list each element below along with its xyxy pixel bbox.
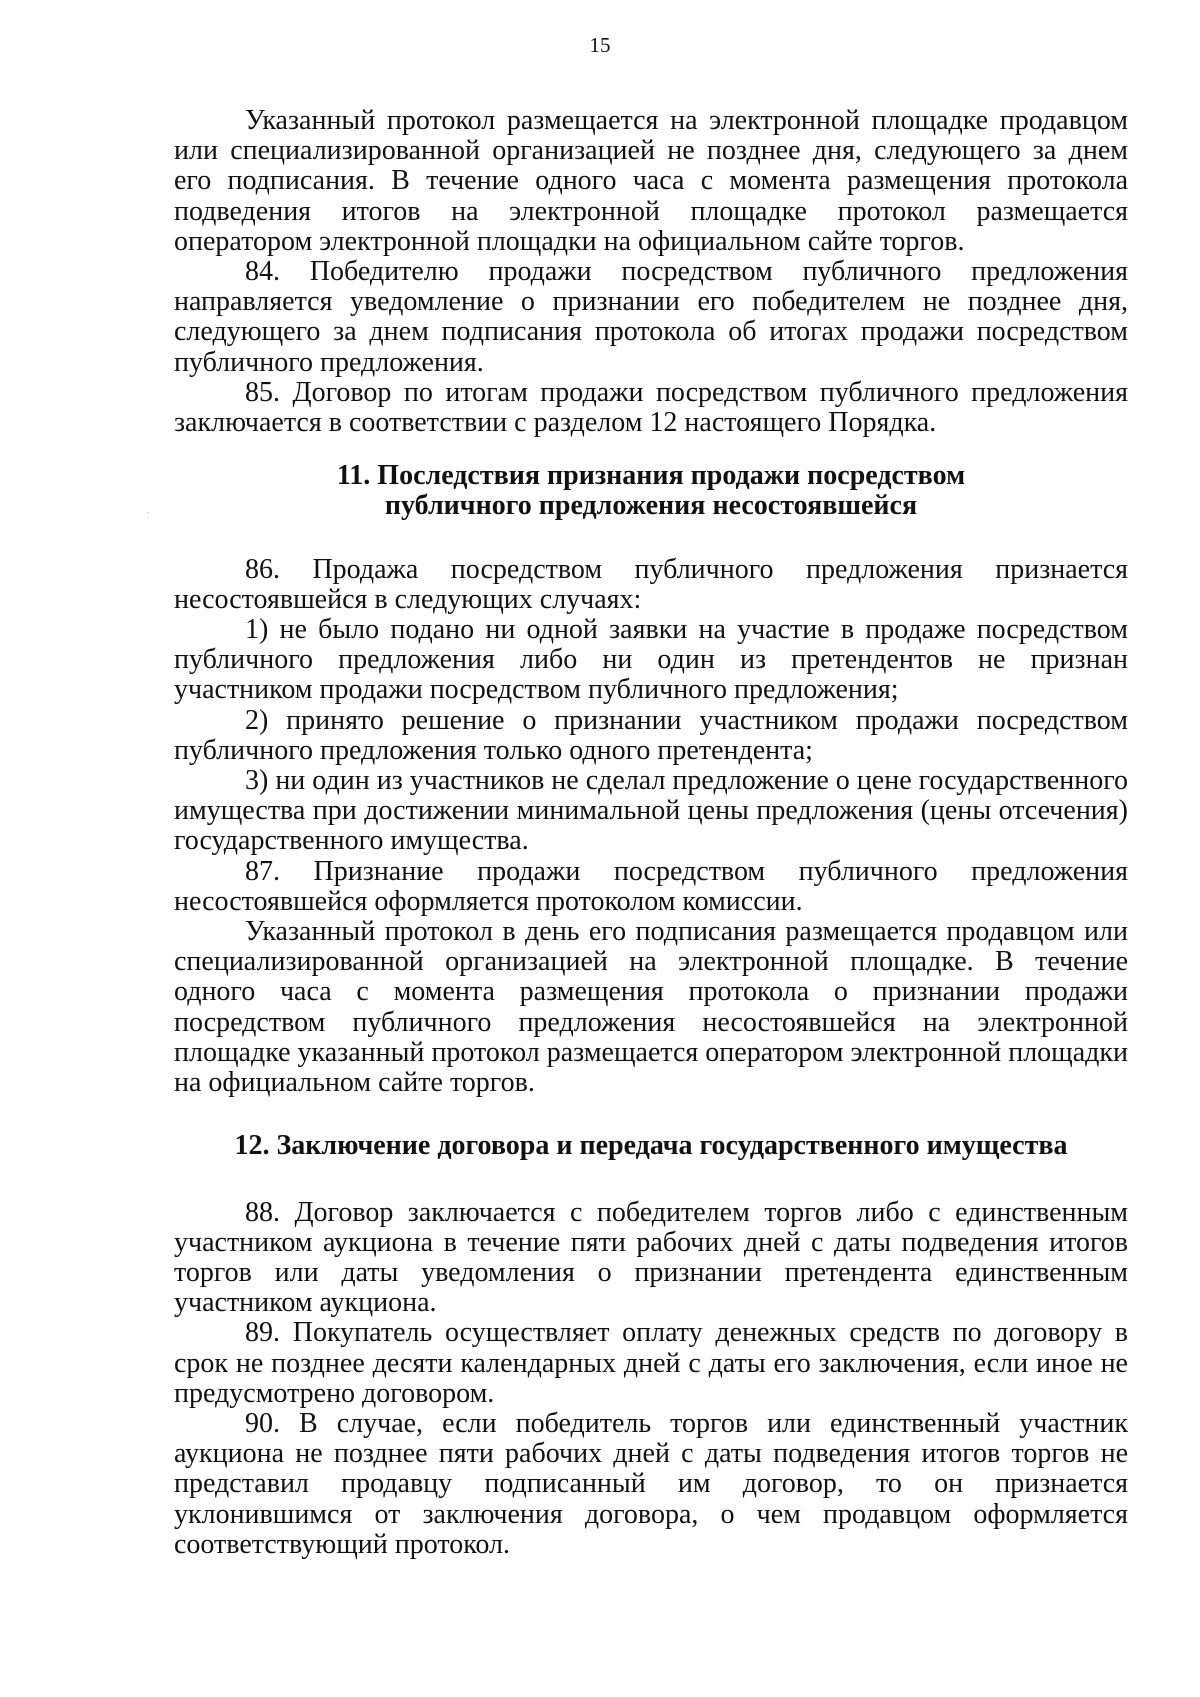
paragraph-89: 89. Покупатель осуществляет оплату денежных средств по договору в срок не позднее десяти календарных дней с даты его заключения, если иное не предусмотрено договором. [174,1317,1128,1409]
paragraph-86-item-3: 3) ни один из участников не сделал предложение о цене государственного имущества при достижении минимальной цены предложения (цены отсечения) государственного имущества. [174,765,1128,857]
section-11-title: 11. Последствия признания продажи посредством публичного предложения несостоявшейся [336,460,966,522]
paragraph-85: 85. Договор по итогам продажи посредством публичного предложения заключается в соответствии с разделом 12 настоящего Порядка. [174,376,1128,439]
paragraph-86: 86. Продажа посредством публичного предложения признается несостоявшейся в следующих случаях: [174,553,1128,615]
paragraph-87-protocol-posting: Указанный протокол в день его подписания размещается продавцом или специализированной организацией на электронной площадке. В течение одного часа с момента размещения протокола о признании продажи посредством публичного предложения несостоявшейся на электронной площадке указанный протокол размещается оператором электронной площадки на официальном сайте торгов. [174,916,1128,1099]
paragraph-88: 88. Договор заключается с победителем торгов либо с единственным участником аукциона в течение пяти рабочих дней с даты подведения итогов торгов или даты уведомления о признании претендента единственным участником аукциона. [174,1196,1128,1319]
paragraph-84: 84. Победителю продажи посредством публичного предложения направляется уведомление о признании его победителем не позднее дня, следующего за днем подписания протокола об итогах продажи посредством публичного предложения. [174,256,1128,378]
section-12-title: 12. Заключение договора и передача государственного имущества [234,1130,1068,1162]
scan-speck [148,512,149,513]
paragraph-protocol-posting: Указанный протокол размещается на электронной площадке продавцом или специализированной организацией не позднее дня, следующего за днем его подписания. В течение одного часа с момента размещения протокола подведения итогов на электронной площадке протокол размещается оператором электронной площадки на официальном сайте торгов. [174,105,1128,257]
document-body [174,106,1128,1560]
paragraph-87: 87. Признание продажи посредством публичного предложения несостоявшейся оформляется протоколом комиссии. [174,855,1128,917]
page-number: 15 [589,33,611,57]
paragraph-86-item-2: 2) принято решение о признании участником продажи посредством публичного предложения только одного претендента; [174,704,1128,766]
paragraph-86-item-1: 1) не было подано ни одной заявки на участие в продаже посредством публичного предложения либо ни один из претендентов не признан участником продажи посредством публичного предложения; [174,614,1128,706]
paragraph-90: 90. В случае, если победитель торгов или единственный участник аукциона не позднее пяти рабочих дней с даты подведения итогов торгов не представил продавцу подписанный им договор, то он признается уклонившимся от заключения договора, о чем продавцом оформляется соответствующий протокол. [174,1407,1128,1560]
